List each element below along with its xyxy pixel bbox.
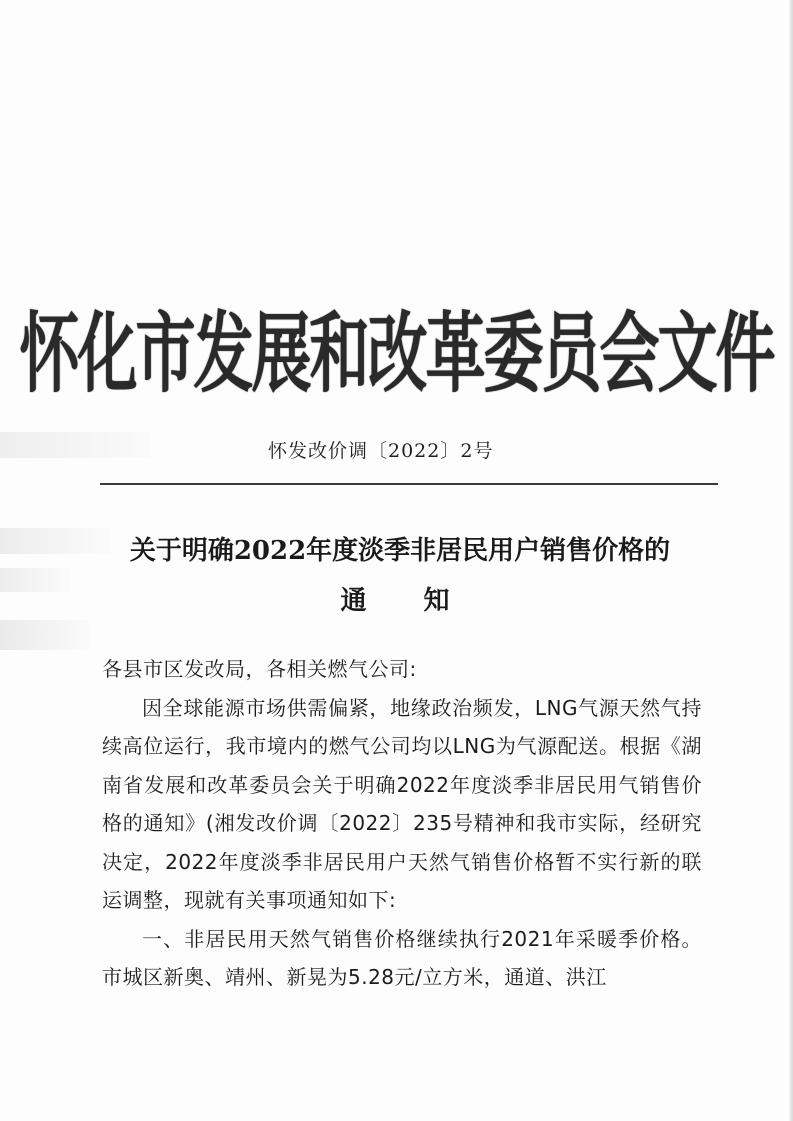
addressee: 各县市区发改局，各相关燃气公司:	[102, 657, 417, 681]
notice-title-line2: 通 知	[340, 586, 474, 616]
body-paragraph-2: 一、非居民用天然气销售价格继续执行2021年采暖季价格。市城区新奥、靖州、新晃为5.28元/立方米，通道、洪江	[102, 926, 702, 989]
scan-bleed-mark	[0, 568, 70, 592]
document-body	[102, 650, 702, 997]
header-divider	[100, 483, 718, 485]
document-number: 怀发改价调〔2022〕2号	[268, 440, 494, 462]
body-paragraph-1: 因全球能源市场供需偏紧，地缘政治频发，LNG气源天然气持续高位运行，我市境内的燃气公司均以LNG为气源配送。根据《湖南省发展和改革委员会关于明确2022年度淡季非居民用气销售价格的通知》(湘发改价调〔2022〕235号精神和我市实际，经研究决定，2022年度淡季非居民用户天然气销售价格暂不实行新的联运调整，现就有关事项通知如下:	[102, 695, 702, 912]
notice-title	[80, 526, 720, 626]
notice-title-line1: 关于明确2022年度淡季非居民用户销售价格的	[129, 536, 671, 566]
scan-bleed-mark	[0, 432, 150, 458]
scan-edge-shadow	[789, 0, 793, 1121]
issuer-header: 怀化市发展和改革委员会文件	[19, 303, 774, 406]
scan-bleed-mark	[0, 620, 90, 650]
